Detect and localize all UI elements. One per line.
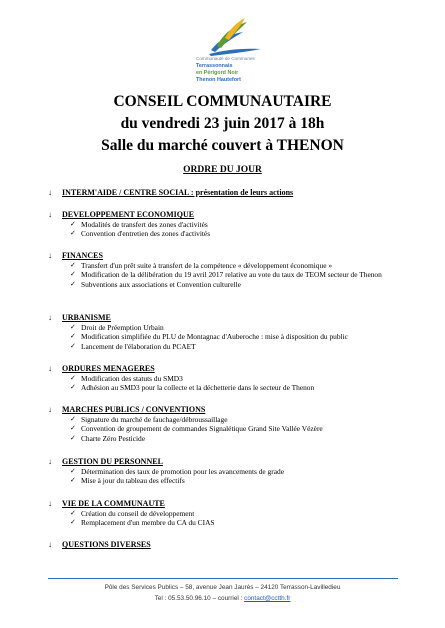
section-title: INTERM'AIDE / CENTRE SOCIAL : présentation de leurs actions bbox=[62, 188, 294, 197]
check-icon: ✓ bbox=[70, 341, 76, 350]
agenda-item: ✓ Détermination des taux de promotion pour les avancements de grade bbox=[70, 467, 284, 476]
agenda-item: ✓ Convention de groupement de commandes Signalétique Grand Site Vallée Vézère bbox=[70, 424, 323, 434]
meeting-date: du vendredi 23 juin 2017 à 18h bbox=[120, 115, 325, 132]
agenda-item: ✓ Transfert d'un prêt suite à transfert de la compétence « développement économique » bbox=[70, 261, 333, 270]
bullet-arrow-icon: ↓ bbox=[48, 457, 52, 466]
agenda-item: ✓ Adhésion au SMD3 pour la collecte et la déchetterie dans le secteur de Thenon bbox=[70, 383, 315, 393]
check-icon: ✓ bbox=[70, 229, 76, 238]
check-icon: ✓ bbox=[70, 467, 76, 475]
agenda-section bbox=[48, 251, 428, 289]
bullet-arrow-icon: ↓ bbox=[48, 364, 52, 373]
document-title: CONSEIL COMMUNAUTAIRE bbox=[113, 93, 332, 110]
agenda-section bbox=[48, 210, 428, 239]
check-icon: ✓ bbox=[70, 323, 76, 331]
check-icon: ✓ bbox=[70, 476, 76, 485]
section-title: VIE DE LA COMMUNAUTE bbox=[62, 499, 165, 508]
check-icon: ✓ bbox=[70, 433, 76, 442]
section-title: ORDURES MENAGERES bbox=[62, 364, 155, 373]
agenda-section bbox=[48, 540, 428, 550]
agenda-item: ✓ Création du conseil de développement bbox=[70, 509, 195, 518]
org-name-line: en Périgord Noir bbox=[196, 70, 239, 76]
check-icon: ✓ bbox=[70, 270, 76, 279]
agenda-item: ✓ Charte Zéro Pesticide bbox=[70, 433, 146, 443]
agenda-item: ✓ Modification simplifiée du PLU de Montagnac d'Auberoche : mise à disposition du public bbox=[70, 332, 348, 342]
email-link[interactable]: contact@cctth.fr bbox=[244, 595, 291, 602]
footer-contact bbox=[0, 593, 445, 604]
bullet-arrow-icon: ↓ bbox=[48, 210, 52, 219]
agenda-item: ✓ Modification des statuts du SMD3 bbox=[70, 374, 183, 383]
section-title: MARCHES PUBLICS / CONVENTIONS bbox=[62, 405, 206, 414]
bullet-arrow-icon: ↓ bbox=[48, 313, 52, 322]
check-icon: ✓ bbox=[70, 383, 76, 392]
agenda-item: ✓ Convention d'entretien des zones d'activités bbox=[70, 229, 211, 239]
org-name-small: Communauté de Communes bbox=[196, 56, 255, 61]
section-title: FINANCES bbox=[62, 251, 103, 260]
check-icon: ✓ bbox=[70, 279, 76, 288]
check-icon: ✓ bbox=[70, 424, 76, 433]
check-icon: ✓ bbox=[70, 518, 76, 527]
section-title: QUESTIONS DIVERSES bbox=[62, 540, 151, 549]
check-icon: ✓ bbox=[70, 220, 76, 228]
agenda-section bbox=[48, 188, 428, 198]
agenda-item: ✓ Lancement de l'élaboration du PCAET bbox=[70, 341, 196, 351]
check-icon: ✓ bbox=[70, 261, 76, 269]
agenda-item: ✓ Remplacement d'un membre du CA du CIAS bbox=[70, 518, 215, 528]
section-title: DEVELOPPEMENT ECONOMIQUE bbox=[62, 210, 195, 219]
bullet-arrow-icon: ↓ bbox=[48, 188, 52, 197]
bullet-arrow-icon: ↓ bbox=[48, 540, 52, 549]
agenda-item: ✓ Signature du marché de fauchage/débroussaillage bbox=[70, 415, 228, 424]
bullet-arrow-icon: ↓ bbox=[48, 405, 52, 414]
agenda-item: ✓ Subventions aux associations et Convention culturelle bbox=[70, 279, 241, 289]
org-name-line: Terrassonnais bbox=[196, 63, 233, 69]
agenda-item: ✓ Mise à jour du tableau des effectifs bbox=[70, 476, 185, 486]
check-icon: ✓ bbox=[70, 415, 76, 423]
check-icon: ✓ bbox=[70, 332, 76, 341]
bullet-arrow-icon: ↓ bbox=[48, 251, 52, 260]
agenda-section bbox=[48, 364, 428, 393]
agenda-heading: ORDRE DU JOUR bbox=[183, 165, 262, 175]
agenda-section bbox=[48, 499, 428, 528]
footer-phone: Tel : 05.53.50.96.10 – courriel : bbox=[154, 595, 245, 602]
footer-divider bbox=[48, 578, 398, 579]
agenda-section bbox=[48, 405, 428, 443]
agenda-item: ✓ Modalités de transfert des zones d'activités bbox=[70, 220, 208, 229]
agenda-section bbox=[48, 313, 428, 351]
agenda-item: ✓ Droit de Préemption Urbain bbox=[70, 323, 164, 332]
meeting-location: Salle du marché couvert à THENON bbox=[101, 137, 344, 154]
agenda-item: ✓ Modification de la délibération du 19 avril 2017 relative au vote du taux de TEOM secteur de Thenon bbox=[70, 270, 382, 280]
agenda-section bbox=[48, 457, 428, 486]
section-title: GESTION DU PERSONNEL bbox=[62, 457, 163, 466]
org-name-line: Thenon Hautefort bbox=[196, 77, 241, 83]
check-icon: ✓ bbox=[70, 509, 76, 517]
section-title: URBANISME bbox=[62, 313, 111, 322]
footer-address: Pôle des Services Publics – 58, avenue Jean Jaurès – 24120 Terrasson-Lavilledieu bbox=[104, 584, 341, 591]
bullet-arrow-icon: ↓ bbox=[48, 499, 52, 508]
logo-leaves-icon bbox=[205, 16, 265, 56]
check-icon: ✓ bbox=[70, 374, 76, 382]
